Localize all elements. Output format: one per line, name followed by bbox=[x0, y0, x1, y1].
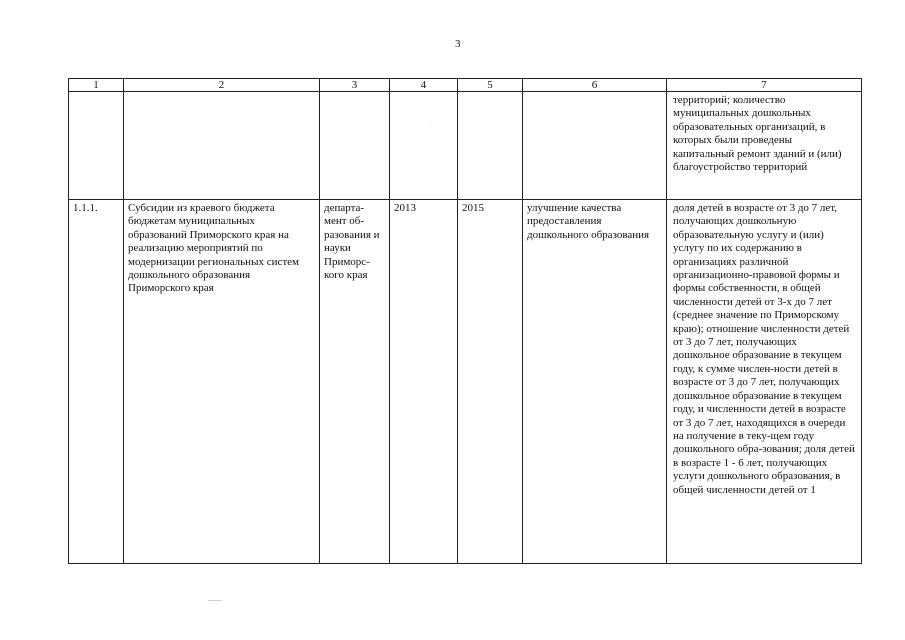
scan-speck bbox=[430, 125, 431, 126]
column-header-1: 1 bbox=[69, 79, 124, 92]
cell-empty bbox=[320, 92, 390, 200]
cell-empty bbox=[523, 92, 667, 200]
column-header-6: 6 bbox=[523, 79, 667, 92]
cell-start-year: 2013 bbox=[390, 200, 458, 564]
scan-speck bbox=[208, 600, 222, 601]
column-header-3: 3 bbox=[320, 79, 390, 92]
cell-end-year: 2015 bbox=[458, 200, 523, 564]
column-header-7: 7 bbox=[667, 79, 862, 92]
cell-number: 1.1.1. bbox=[69, 200, 124, 564]
column-header-5: 5 bbox=[458, 79, 523, 92]
cell-indicators: доля детей в возрасте от 3 до 7 лет, получающих дошкольную образовательную услугу и (или) услугу по их содержанию в организациях различной организационно-правовой формы и формы собственности, в общей численности детей от 3-х до 7 лет (среднее значение по Приморскому краю); отношение численности детей от 3 до 7 лет, получающих дошкольное образование в текущем году, к сумме числен-ности детей в возрасте от 3 до 7 лет, получающих дошкольное образование в текущем году, и численности детей в возрасте от 3 до 7 лет, находящихся в очереди на получение в теку-щем году дошкольного обра-зования; доля детей в возрасте 1 - 6 лет, получающих услуги дошкольного образования, в общей численности детей от 1 bbox=[667, 200, 862, 564]
page-number: 3 bbox=[455, 38, 461, 50]
column-header-2: 2 bbox=[124, 79, 320, 92]
table-header-row bbox=[69, 79, 862, 92]
activities-table bbox=[68, 78, 862, 564]
column-header-4: 4 bbox=[390, 79, 458, 92]
cell-activity-name: Субсидии из краевого бюджета бюджетам муниципальных образований Приморского края на реализацию мероприятий по модернизации региональных систем дошкольного образования Приморского края bbox=[124, 200, 320, 564]
cell-empty bbox=[390, 92, 458, 200]
cell-empty bbox=[69, 92, 124, 200]
table-row bbox=[69, 200, 862, 564]
cell-result: улучшение качества предоставления дошкольного образования bbox=[523, 200, 667, 564]
cell-indicators-continued: территорий; количество муниципальных дошкольных образовательных организаций, в которых были проведены капитальный ремонт зданий и (или) благоустройство территорий bbox=[667, 92, 862, 200]
table-row-continuation bbox=[69, 92, 862, 200]
cell-empty bbox=[458, 92, 523, 200]
cell-empty bbox=[124, 92, 320, 200]
cell-executor: департа-мент об-разования и науки Приморс-кого края bbox=[320, 200, 390, 564]
